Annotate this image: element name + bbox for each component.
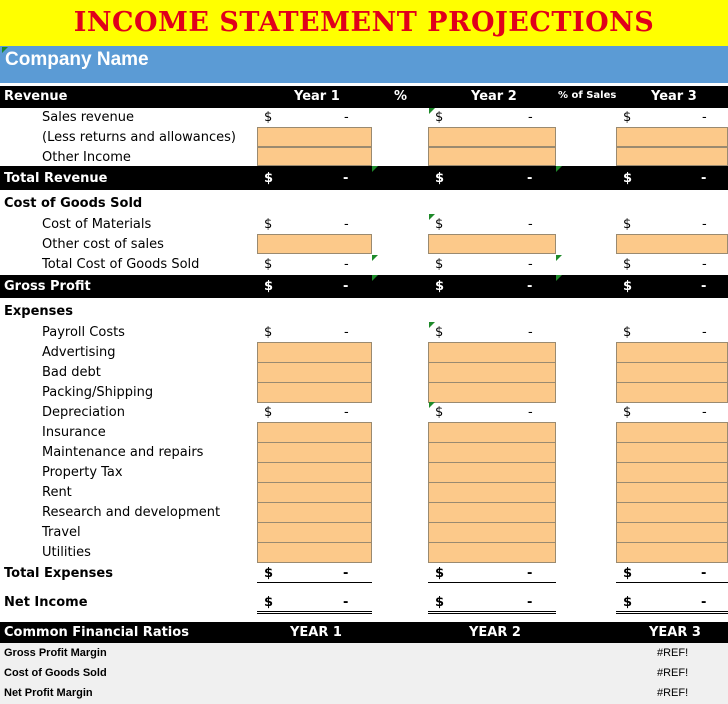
value-dash[interactable]: - bbox=[344, 257, 349, 272]
input-cell[interactable] bbox=[257, 147, 372, 166]
value-dash[interactable]: - bbox=[528, 110, 533, 125]
currency-symbol: $ bbox=[623, 110, 632, 125]
value-dash[interactable]: - bbox=[527, 566, 533, 581]
expense-item: Utilities bbox=[42, 545, 91, 560]
currency-symbol: $ bbox=[435, 171, 445, 186]
input-cell-group[interactable] bbox=[257, 342, 372, 403]
gross-profit-label: Gross Profit bbox=[4, 279, 91, 294]
currency-symbol: $ bbox=[435, 566, 445, 581]
line-item-other-income: Other Income bbox=[42, 150, 131, 165]
value-dash[interactable]: - bbox=[701, 171, 707, 186]
currency-symbol: $ bbox=[435, 405, 444, 420]
value-dash[interactable]: - bbox=[344, 217, 349, 232]
net-income-label: Net Income bbox=[4, 595, 88, 610]
currency-symbol: $ bbox=[623, 595, 633, 610]
currency-symbol: $ bbox=[264, 257, 273, 272]
revenue-header-bar bbox=[0, 86, 728, 108]
ratios-header-bar bbox=[0, 622, 728, 643]
currency-symbol: $ bbox=[435, 279, 445, 294]
currency-symbol: $ bbox=[264, 217, 273, 232]
line-item-total-cogs: Total Cost of Goods Sold bbox=[42, 257, 200, 272]
ratio-value[interactable]: #REF! bbox=[657, 667, 689, 679]
value-dash[interactable]: - bbox=[528, 325, 533, 340]
input-cell[interactable] bbox=[257, 234, 372, 254]
cogs-header: Cost of Goods Sold bbox=[4, 196, 143, 211]
company-name[interactable]: Company Name bbox=[0, 46, 728, 83]
currency-symbol: $ bbox=[264, 279, 274, 294]
input-cell[interactable] bbox=[616, 127, 728, 147]
comment-indicator bbox=[556, 255, 562, 261]
value-dash[interactable]: - bbox=[702, 257, 707, 272]
currency-symbol: $ bbox=[623, 566, 633, 581]
expense-item: Rent bbox=[42, 485, 72, 500]
input-cell-group[interactable] bbox=[428, 342, 556, 403]
value-dash[interactable]: - bbox=[702, 325, 707, 340]
comment-indicator bbox=[372, 166, 378, 172]
currency-symbol: $ bbox=[623, 405, 632, 420]
expense-item: Bad debt bbox=[42, 365, 101, 380]
input-cell[interactable] bbox=[428, 147, 556, 166]
value-dash[interactable]: - bbox=[701, 566, 707, 581]
currency-symbol: $ bbox=[623, 257, 632, 272]
currency-symbol: $ bbox=[264, 405, 273, 420]
currency-symbol: $ bbox=[435, 325, 444, 340]
currency-symbol: $ bbox=[264, 171, 274, 186]
expense-item: Travel bbox=[42, 525, 81, 540]
line-item-returns: (Less returns and allowances) bbox=[42, 130, 236, 145]
value-dash[interactable]: - bbox=[343, 171, 349, 186]
value-dash[interactable]: - bbox=[343, 566, 349, 581]
line-item-sales-revenue: Sales revenue bbox=[42, 110, 134, 125]
value-dash[interactable]: - bbox=[527, 279, 533, 294]
ratios-header: Common Financial Ratios bbox=[4, 625, 189, 640]
input-cell[interactable] bbox=[616, 234, 728, 254]
value-dash[interactable]: - bbox=[702, 110, 707, 125]
gross-profit-bar bbox=[0, 275, 728, 298]
pct-header: % bbox=[394, 89, 408, 104]
value-dash[interactable]: - bbox=[701, 595, 707, 610]
value-dash[interactable]: - bbox=[344, 110, 349, 125]
ratio-year1-header: YEAR 1 bbox=[290, 625, 342, 640]
expense-item: Depreciation bbox=[42, 405, 125, 420]
value-dash[interactable]: - bbox=[702, 217, 707, 232]
input-cell[interactable] bbox=[616, 147, 728, 166]
value-dash[interactable]: - bbox=[343, 279, 349, 294]
comment-indicator bbox=[556, 166, 562, 172]
comment-indicator bbox=[372, 255, 378, 261]
value-dash[interactable]: - bbox=[343, 595, 349, 610]
ratio-label: Gross Profit Margin bbox=[4, 647, 107, 659]
year2-header: Year 2 bbox=[471, 89, 517, 104]
currency-symbol: $ bbox=[435, 217, 444, 232]
currency-symbol: $ bbox=[264, 325, 273, 340]
comment-indicator bbox=[2, 47, 8, 53]
currency-symbol: $ bbox=[435, 257, 444, 272]
value-dash[interactable]: - bbox=[701, 279, 707, 294]
currency-symbol: $ bbox=[623, 325, 632, 340]
value-dash[interactable]: - bbox=[527, 595, 533, 610]
year1-header: Year 1 bbox=[294, 89, 340, 104]
year3-header: Year 3 bbox=[651, 89, 697, 104]
value-dash[interactable]: - bbox=[344, 405, 349, 420]
total-revenue-label: Total Revenue bbox=[4, 171, 108, 186]
currency-symbol: $ bbox=[623, 279, 633, 294]
ratio-year3-header: YEAR 3 bbox=[649, 625, 701, 640]
expense-item: Packing/Shipping bbox=[42, 385, 154, 400]
currency-symbol: $ bbox=[623, 217, 632, 232]
value-dash[interactable]: - bbox=[702, 405, 707, 420]
expense-item: Advertising bbox=[42, 345, 116, 360]
input-cell[interactable] bbox=[257, 127, 372, 147]
value-dash[interactable]: - bbox=[528, 257, 533, 272]
expense-item: Insurance bbox=[42, 425, 106, 440]
comment-indicator bbox=[556, 275, 562, 281]
currency-symbol: $ bbox=[435, 110, 444, 125]
currency-symbol: $ bbox=[435, 595, 445, 610]
ratio-value[interactable]: #REF! bbox=[657, 687, 689, 699]
ratios-table bbox=[0, 643, 728, 704]
revenue-header: Revenue bbox=[4, 89, 68, 104]
total-revenue-bar bbox=[0, 166, 728, 190]
expense-item: Payroll Costs bbox=[42, 325, 125, 340]
expense-item: Maintenance and repairs bbox=[42, 445, 204, 460]
expense-item: Property Tax bbox=[42, 465, 123, 480]
value-dash[interactable]: - bbox=[527, 171, 533, 186]
input-cell-group[interactable] bbox=[616, 342, 728, 403]
input-cell[interactable] bbox=[428, 127, 556, 147]
page-title: INCOME STATEMENT PROJECTIONS bbox=[0, 0, 728, 46]
ratio-year2-header: YEAR 2 bbox=[469, 625, 521, 640]
expenses-header: Expenses bbox=[4, 304, 73, 319]
line-item-other-cost-of-sales: Other cost of sales bbox=[42, 237, 164, 252]
line-item-cost-of-materials: Cost of Materials bbox=[42, 217, 152, 232]
expense-item: Research and development bbox=[42, 505, 221, 520]
ratio-label: Net Profit Margin bbox=[4, 687, 93, 699]
total-expenses-label: Total Expenses bbox=[4, 566, 113, 581]
ratio-value[interactable]: #REF! bbox=[657, 647, 689, 659]
currency-symbol: $ bbox=[264, 110, 273, 125]
comment-indicator bbox=[372, 275, 378, 281]
value-dash[interactable]: - bbox=[528, 217, 533, 232]
currency-symbol: $ bbox=[264, 566, 274, 581]
currency-symbol: $ bbox=[623, 171, 633, 186]
pct-sales-header: % of Sales bbox=[558, 90, 617, 101]
input-cell[interactable] bbox=[428, 234, 556, 254]
ratio-label: Cost of Goods Sold bbox=[4, 667, 107, 679]
value-dash[interactable]: - bbox=[528, 405, 533, 420]
currency-symbol: $ bbox=[264, 595, 274, 610]
value-dash[interactable]: - bbox=[344, 325, 349, 340]
